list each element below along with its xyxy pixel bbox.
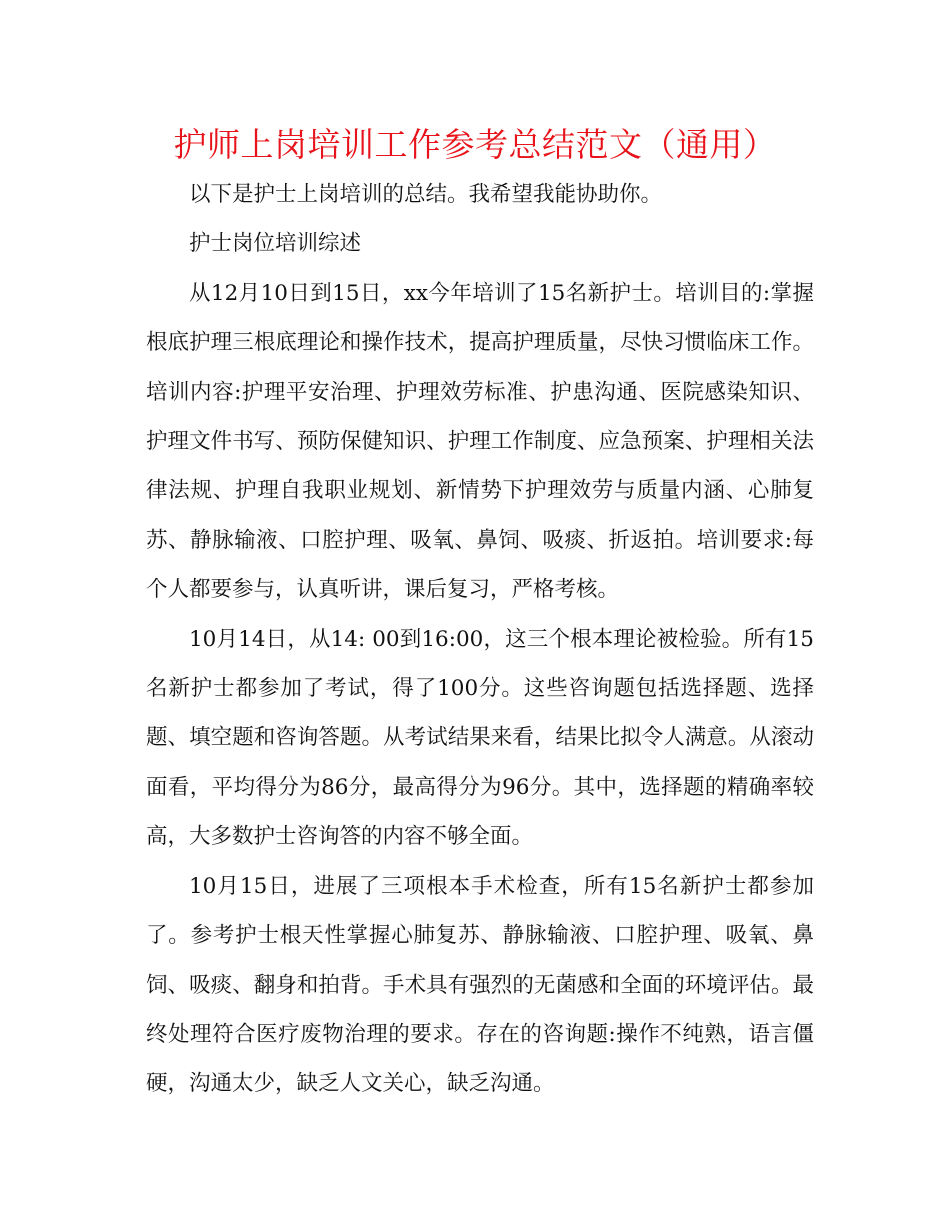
section-heading: 护士岗位培训综述: [189, 231, 362, 257]
intro-paragraph: 以下是护士上岗培训的总结。我希望我能协助你。: [189, 182, 663, 207]
body-paragraph: 10月14日，从14: 00到16:00，这三个根本理论被检验。所有15名新护士都参加了考试，得了100分。这些咨询题包括选择题、选择题、填空题和咨询答题。从考试结果来看，结果比拟令人满意。从滚动面看，平均得分为86分，最高得分为96分。其中，选择题的精确率较高，大多数护士咨询答的内容不够全面。: [146, 626, 814, 850]
document-body: [146, 170, 814, 1109]
body-paragraph: 10月15日，进展了三项根本手术检查，所有15名新护士都参加了。参考护士根天性掌握心肺复苏、静脉输液、口腔护理、吸氧、鼻饲、吸痰、翻身和拍背。手术具有强烈的无菌感和全面的环境评估。最终处理符合医疗废物治理的要求。存在的咨询题:操作不纯熟，语言僵硬，沟通太少，缺乏人文关心，缺乏沟通。: [146, 873, 814, 1097]
body-paragraph: 从12月10日到15日，xx今年培训了15名新护士。培训目的:掌握根底护理三根底理论和操作技术，提高护理质量，尽快习惯临床工作。培训内容:护理平安治理、护理效劳标准、护患沟通、医院感染知识、护理文件书写、预防保健知识、护理工作制度、应急预案、护理相关法律法规、护理自我职业规划、新情势下护理效劳与质量内涵、心肺复苏、静脉输液、口腔护理、吸氧、鼻饲、吸痰、折返拍。培训要求:每个人都要参与，认真听讲，课后复习，严格考核。: [146, 280, 814, 603]
document-title: 护师上岗培训工作参考总结范文（通用）: [173, 125, 777, 164]
